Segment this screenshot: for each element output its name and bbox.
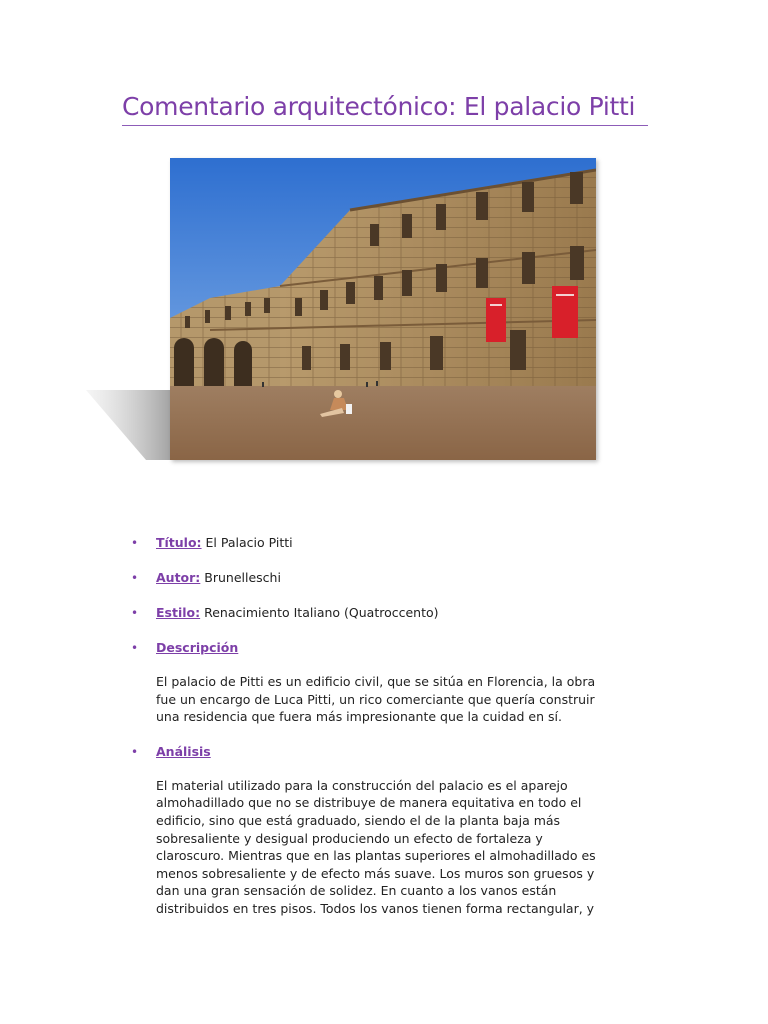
paragraph-line: claroscuro. Mientras que en las plantas superiores el almohadillado es [156, 848, 596, 864]
palazzo-pitti-photo [170, 158, 596, 460]
bullet-icon: • [131, 536, 139, 550]
paragraph-line: sobresaliente y desigual produciendo un efecto de fortaleza y [156, 830, 543, 846]
autor-value: Brunelleschi [200, 570, 281, 585]
estilo-value: Renacimiento Italiano (Quatroccento) [200, 605, 439, 620]
titulo-value: El Palacio Pitti [201, 535, 293, 550]
bullet-icon: • [131, 606, 139, 620]
info-list [130, 534, 630, 935]
bullet-icon: • [131, 641, 139, 655]
list-item-analisis [130, 743, 630, 918]
paragraph-line: edificio, sino que está graduado, siendo el de la planta baja más [156, 812, 561, 828]
bullet-icon: • [131, 744, 139, 759]
paragraph-line: dan una gran sensación de solidez. En cuanto a los vanos están [156, 883, 557, 899]
page-title: Comentario arquitectónico: El palacio Pitti [122, 92, 648, 126]
list-item-titulo [130, 534, 630, 552]
descripcion-paragraph [156, 673, 626, 726]
list-item-autor [130, 569, 630, 587]
paragraph-line: fue un encargo de Luca Pitti, un rico comerciante que quería construir [156, 691, 595, 707]
bullet-icon: • [131, 571, 139, 585]
titulo-label: Título: [156, 535, 202, 550]
list-item-descripcion [130, 639, 630, 726]
paragraph-line: menos sobresaliente y de efecto más suave. Los muros son gruesos y [156, 865, 595, 881]
paragraph-line: almohadillado que no se distribuye de manera equitativa en todo el [156, 795, 582, 811]
autor-label: Autor: [156, 570, 201, 585]
analisis-paragraph [156, 777, 626, 918]
paragraph-line: distribuidos en tres pisos. Todos los vanos tienen forma rectangular, y [156, 900, 595, 916]
analisis-label: Análisis [156, 743, 211, 759]
descripcion-label: Descripción [156, 640, 239, 655]
photo-frame [86, 158, 606, 468]
paragraph-line: El material utilizado para la construcción del palacio es el aparejo [156, 777, 568, 793]
paragraph-line: una residencia que fuera más impresionante que la cuidad en sí. [156, 709, 562, 725]
estilo-label: Estilo: [156, 605, 201, 620]
paragraph-line: El palacio de Pitti es un edificio civil, que se sitúa en Florencia, la obra [156, 674, 596, 689]
list-item-estilo [130, 604, 630, 622]
